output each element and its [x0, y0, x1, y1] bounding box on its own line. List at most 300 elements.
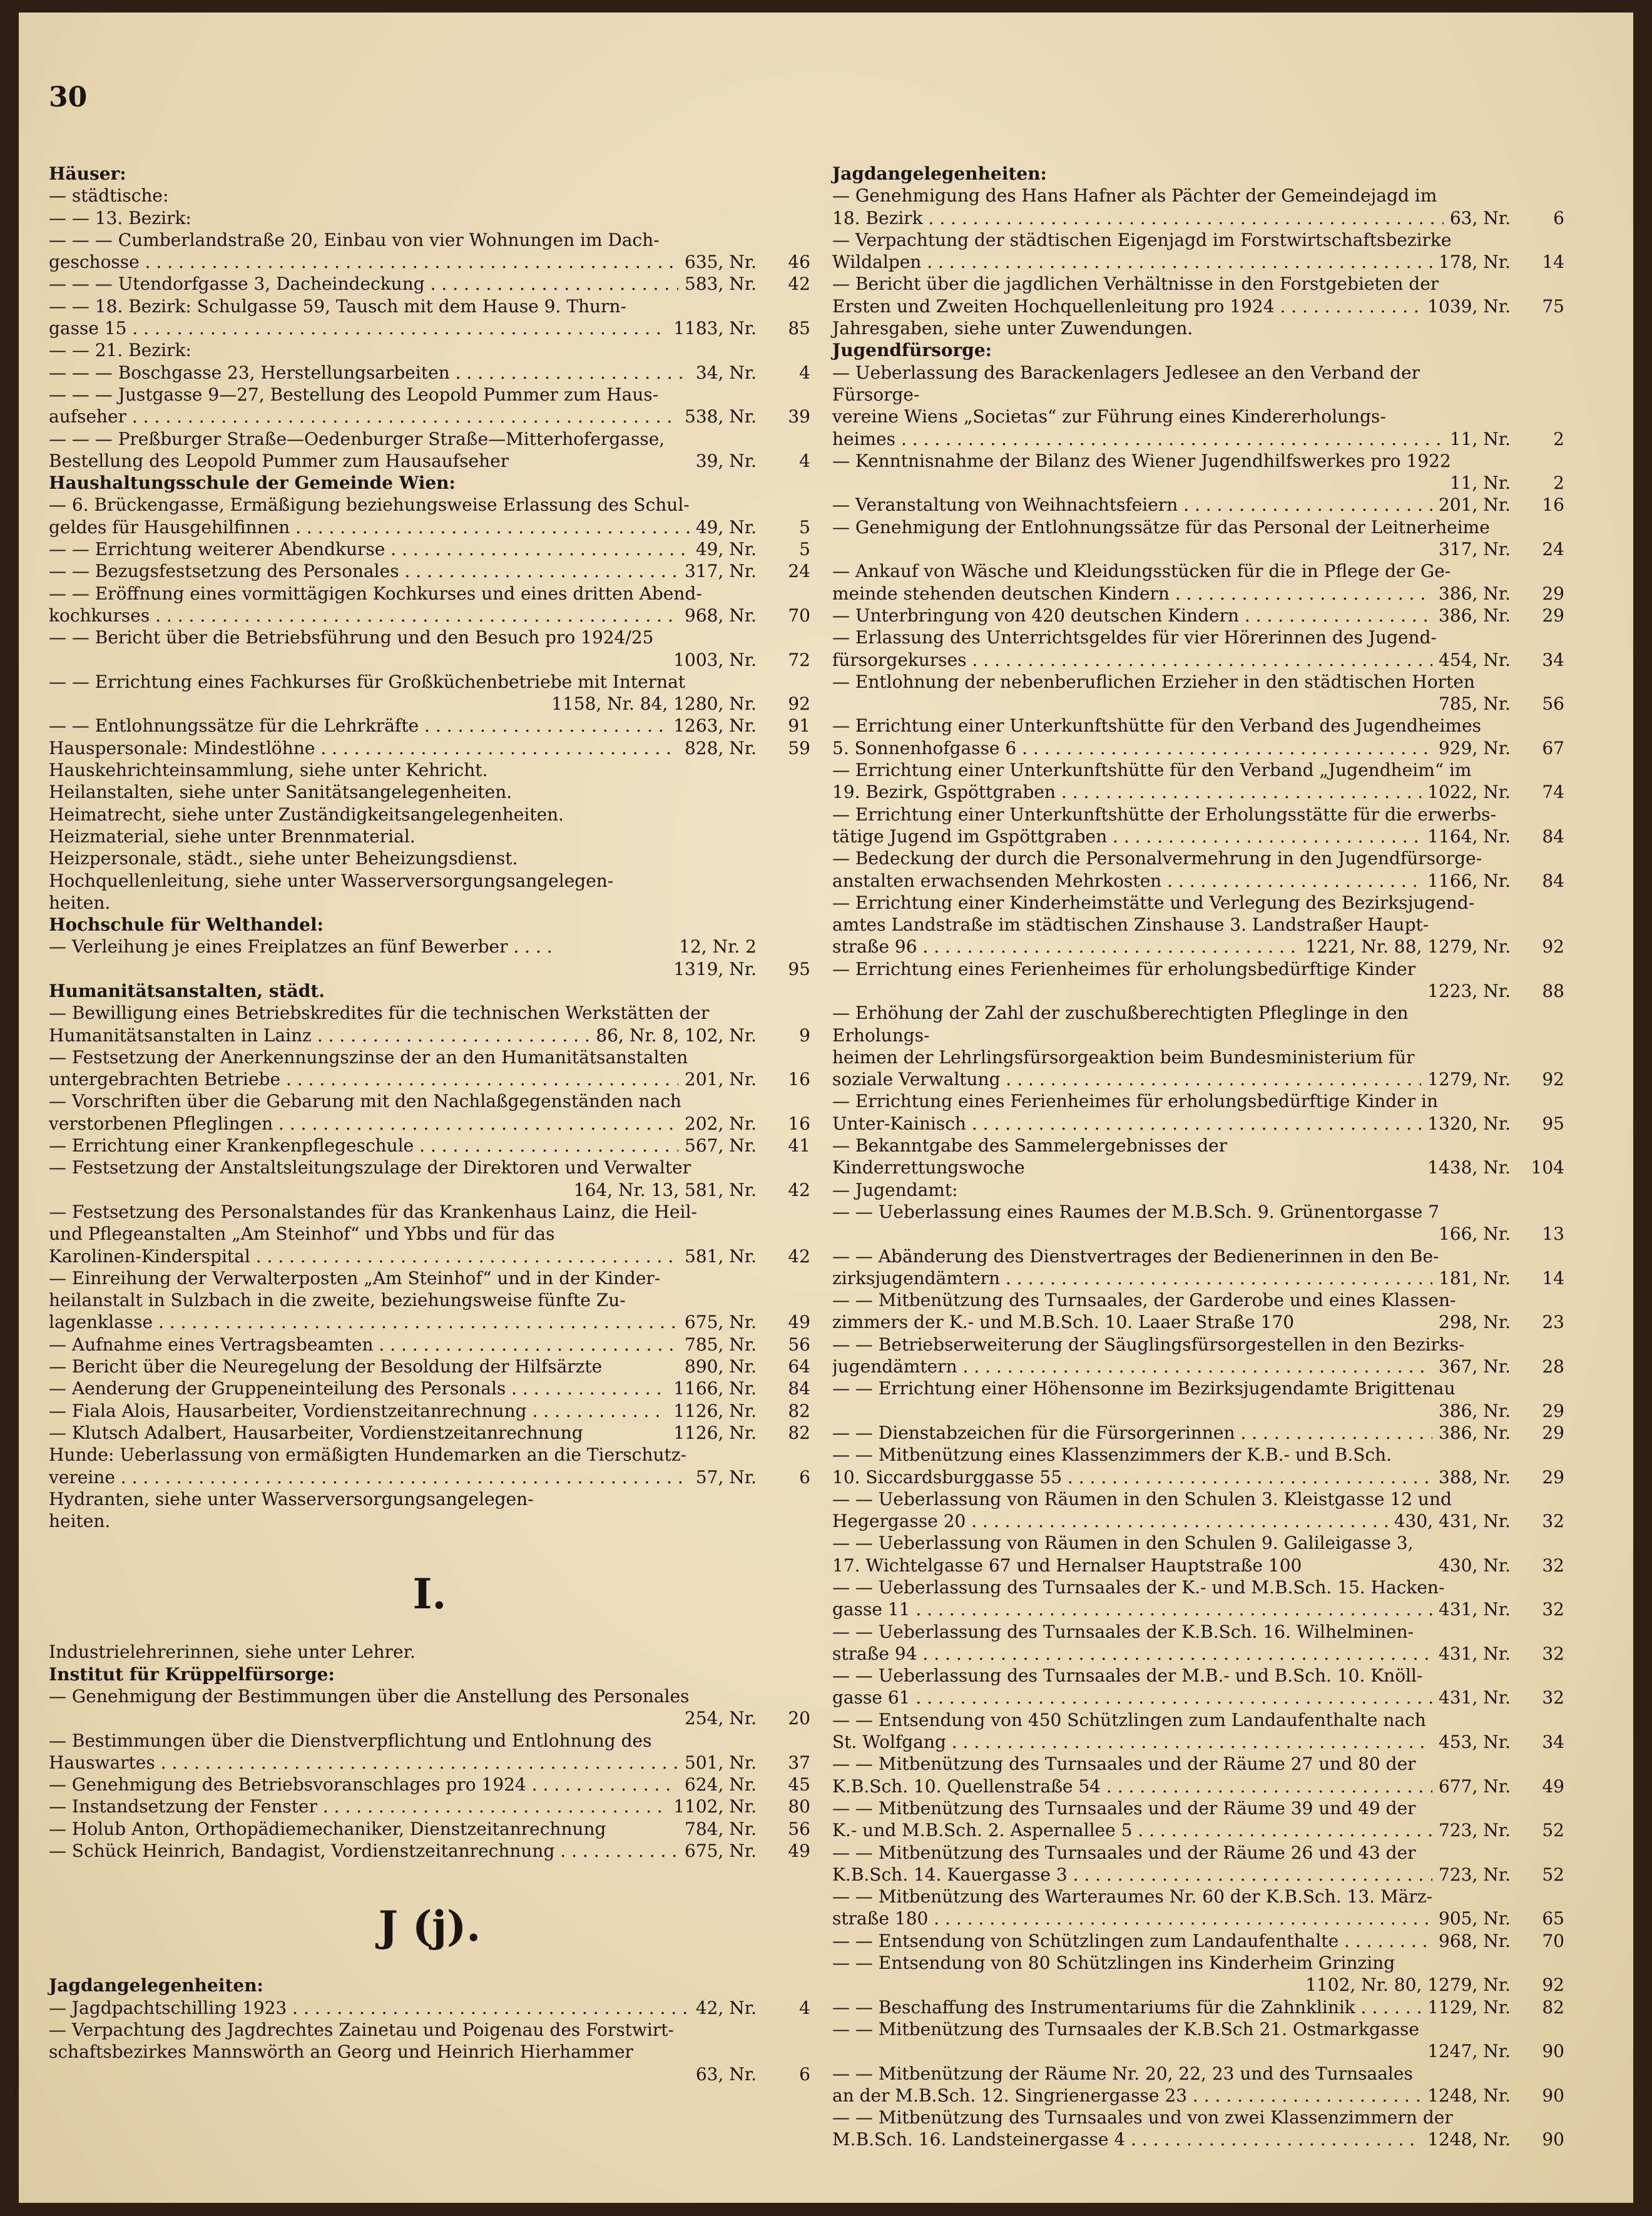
- entry-reference: 254, Nr.: [685, 1708, 757, 1729]
- entry-reference: 11, Nr.: [1449, 472, 1511, 494]
- entry-reference: 201, Nr.: [685, 1069, 757, 1090]
- entry-page-number: 82: [1542, 1996, 1564, 2018]
- index-entry: [832, 1090, 1564, 1112]
- index-entry: [49, 2063, 810, 2085]
- dot-leader: [312, 1025, 589, 1046]
- dot-leader: [1338, 1931, 1432, 1951]
- entry-text: — Festsetzung der Anstaltsleitungszulage der Direktoren und Verwalter: [49, 1157, 691, 1178]
- index-list-i: [49, 1641, 810, 1862]
- index-entry: [832, 1002, 1564, 1046]
- entry-reference: 1248, Nr.: [1427, 2129, 1511, 2150]
- entry-text: Jagdangelegenheiten:: [832, 163, 1047, 184]
- index-entry: [49, 1046, 810, 1068]
- entry-reference: 49, Nr.: [695, 539, 757, 560]
- entry-page-number: 90: [1542, 2129, 1564, 2150]
- dot-leader: [1187, 2085, 1421, 2106]
- dot-leader: [921, 252, 1432, 272]
- index-entry: [832, 1311, 1564, 1333]
- entry-page-number: 24: [1542, 539, 1564, 560]
- index-entry: [832, 1974, 1564, 1996]
- entry-text: — — Betriebserweiterung der Säuglingsfürsorgestellen in den Bezirks-: [832, 1334, 1465, 1355]
- index-entry: [49, 649, 810, 671]
- entry-text: — Aenderung der Gruppeneinteilung des Personals . . .: [49, 1377, 667, 1399]
- entry-text: — — Mitbenützung des Turnsaales der K.B.Sch 21. Ostmarkgasse: [832, 2018, 1419, 2040]
- entry-page-number: 70: [788, 605, 810, 626]
- index-entry: [49, 1245, 810, 1267]
- entry-reference: 1126, Nr.: [673, 1422, 757, 1443]
- entry-text: Karolinen-Kinderspital . . .: [49, 1245, 678, 1267]
- dot-leader: [966, 1511, 1387, 1531]
- index-entry: [49, 1113, 810, 1135]
- entry-text: geldes für Hausgehilfinnen . . .: [49, 516, 690, 538]
- index-entry: [49, 1997, 810, 2019]
- entry-reference: 828, Nr.: [685, 737, 757, 758]
- dot-leader: [1275, 296, 1422, 317]
- index-entry: [49, 1795, 810, 1817]
- entry-reference: 784, Nr.: [685, 1818, 757, 1839]
- entry-text: — Klutsch Adalbert, Hausarbeiter, Vordienstzeitanrechnung: [49, 1422, 583, 1443]
- entry-text: Wildalpen . . .: [832, 251, 1432, 273]
- index-entry: [49, 229, 810, 251]
- entry-text: — — Mitbenützung des Turnsaales und von zwei Klassenzimmern der: [832, 2107, 1453, 2128]
- index-entry: [49, 1157, 810, 1178]
- entry-text: — — Ueberlassung von Räumen in den Schulen 3. Kleistgasse 12 und: [832, 1488, 1452, 1509]
- entry-text: Hochquellenleitung, siehe unter Wasserversorgungsangelegen-: [49, 870, 614, 891]
- entry-text: — — Ueberlassung von Räumen in den Schulen 9. Galileigasse 3,: [832, 1533, 1414, 1554]
- index-entry: [832, 317, 1564, 339]
- entry-reference: 39, Nr.: [695, 450, 757, 471]
- entry-text: verstorbenen Pfleglingen . . .: [49, 1113, 678, 1135]
- index-entry: [49, 1707, 810, 1729]
- dot-leader: [917, 936, 1300, 957]
- index-entry: [49, 1223, 810, 1245]
- entry-text: — Fiala Alois, Hausarbeiter, Vordienstzeitanrechnung . . .: [49, 1400, 667, 1422]
- entry-text: — Unterbringung von 420 deutschen Kindern . . .: [832, 605, 1432, 626]
- entry-text: — Ueberlassung des Barackenlagers Jedlesee an den Verband der Fürsorge-: [832, 362, 1420, 405]
- index-entry: [49, 605, 810, 626]
- entry-text: Ersten und Zweiten Hochquellenleitung pro 1924 . . .: [832, 295, 1421, 317]
- entry-text: 10. Siccardsburggasse 55 . . .: [832, 1466, 1432, 1488]
- entry-text: meinde stehenden deutschen Kindern . . .: [832, 583, 1432, 605]
- entry-text: — — Entlohnungssätze für die Lehrkräfte . . .: [49, 715, 667, 737]
- entry-reference: 386, Nr.: [1439, 583, 1511, 604]
- entry-text: — — Errichtung weiterer Abendkurse . . .: [49, 538, 690, 560]
- entry-text: — Holub Anton, Orthopädiemechaniker, Dienstzeitanrechnung: [49, 1818, 606, 1839]
- dot-leader: [1068, 1864, 1432, 1885]
- entry-page-number: 2: [1553, 428, 1564, 449]
- index-entry: [832, 1400, 1564, 1422]
- entry-text: — Ankauf von Wäsche und Kleidungsstücken für die in Pflege der Ge-: [832, 561, 1451, 582]
- entry-text: Hauskehrichteinsammlung, siehe unter Kehricht.: [49, 760, 488, 781]
- entry-reference: 201, Nr.: [1439, 494, 1511, 516]
- index-entry: [49, 1818, 810, 1840]
- entry-text: — — Errichtung einer Höhensonne im Bezirksjugendamte Brigittenau: [832, 1378, 1456, 1399]
- entry-page-number: 9: [799, 1024, 810, 1046]
- dot-leader: [895, 429, 1444, 449]
- index-entry: [49, 980, 810, 1002]
- index-entry: [832, 273, 1564, 295]
- dot-leader: [967, 650, 1432, 670]
- index-entry: [832, 781, 1564, 803]
- index-entry: [49, 1377, 810, 1399]
- entry-reference: 166, Nr.: [1439, 1223, 1511, 1245]
- entry-page-number: 92: [788, 693, 810, 715]
- entry-text: — — Errichtung eines Fachkurses für Großküchenbetriebe mit Internat: [49, 671, 686, 692]
- entry-reference: 42, Nr.: [695, 1997, 757, 2018]
- entry-reference: 1003, Nr.: [673, 649, 757, 670]
- index-entry: [49, 1685, 810, 1707]
- index-entry: [49, 825, 810, 847]
- entry-text: — — — Preßburger Straße—Oedenburger Straße—Mitterhofergasse,: [49, 428, 665, 449]
- entry-reference: 1319, Nr.: [673, 958, 757, 979]
- index-entry: [49, 207, 810, 229]
- index-entry: [49, 384, 810, 406]
- dot-leader: [1001, 1069, 1422, 1090]
- entry-page-number: 6: [799, 2063, 810, 2085]
- entry-page-number: 39: [788, 406, 810, 427]
- index-entry: [832, 1996, 1564, 2018]
- entry-text: vereine . . .: [49, 1466, 690, 1488]
- entry-page-number: 42: [788, 1245, 810, 1267]
- entry-reference: 431, Nr.: [1439, 1687, 1511, 1708]
- entry-page-number: 20: [788, 1708, 810, 1729]
- entry-reference: 723, Nr.: [1439, 1864, 1511, 1885]
- entry-text: gasse 61 . . .: [832, 1687, 1432, 1708]
- entry-page-number: 56: [1542, 693, 1564, 715]
- index-entry: [49, 870, 810, 892]
- entry-reference: 1223, Nr.: [1427, 980, 1511, 1001]
- entry-text: gasse 15 . . .: [49, 317, 667, 339]
- entry-text: Hochschule für Welthandel:: [49, 914, 324, 936]
- entry-reference: 454, Nr.: [1439, 649, 1511, 670]
- index-entry: [49, 339, 810, 361]
- index-entry: [832, 1135, 1564, 1179]
- dot-leader: [1107, 826, 1421, 847]
- entry-text: — — 13. Bezirk:: [49, 207, 191, 228]
- dot-leader: [1056, 782, 1421, 802]
- section-letter-j: J (j).: [378, 1902, 481, 1951]
- index-entry: [832, 560, 1564, 582]
- entry-text: Heizmaterial, siehe unter Brennmaterial.: [49, 825, 416, 847]
- entry-text: Heilanstalten, siehe unter Sanitätsangelegenheiten.: [49, 782, 512, 803]
- index-entry: [49, 1267, 810, 1289]
- entry-page-number: 104: [1531, 1157, 1564, 1178]
- entry-reference: 785, Nr.: [1439, 693, 1511, 715]
- dot-leader: [506, 1378, 667, 1399]
- index-entry: [832, 847, 1564, 869]
- index-entry: [49, 1730, 810, 1752]
- index-entry: [49, 1179, 810, 1201]
- entry-text: K.- und M.B.Sch. 2. Aspernallee 5 . . .: [832, 1819, 1432, 1841]
- entry-reference: 181, Nr.: [1439, 1267, 1511, 1289]
- index-entry: [49, 626, 810, 648]
- entry-text: — Genehmigung der Entlohnungssätze für das Personal der Leitnerheime: [832, 516, 1490, 538]
- index-entry: [832, 825, 1564, 847]
- index-entry: [49, 1752, 810, 1774]
- entry-reference: 583, Nr.: [685, 273, 757, 295]
- index-entry: [832, 936, 1564, 957]
- entry-text: — Schück Heinrich, Bandagist, Vordienstzeitanrechnung . . .: [49, 1840, 678, 1862]
- index-entry: [832, 1731, 1564, 1753]
- entry-reference: 1022, Nr.: [1427, 782, 1511, 803]
- entry-text: Häuser:: [49, 163, 126, 184]
- entry-text: tätige Jugend im Gspöttgraben . . .: [832, 825, 1421, 847]
- entry-text: — Festsetzung der Anerkennungszinse der an den Humanitätsanstalten: [49, 1046, 688, 1068]
- entry-text: — Jagdpachtschilling 1923 . . .: [49, 1997, 690, 2019]
- entry-text: — Einreihung der Verwalterposten „Am Steinhof“ und in der Kinder-: [49, 1267, 661, 1289]
- entry-reference: 581, Nr.: [685, 1245, 757, 1267]
- entry-text: Unter-Kainisch . . .: [832, 1113, 1421, 1135]
- entry-page-number: 65: [1542, 1908, 1564, 1929]
- index-list-j: [49, 1974, 810, 2085]
- entry-reference: 1279, Nr.: [1427, 1069, 1511, 1090]
- index-entry: [832, 1576, 1564, 1598]
- entry-reference: 86, Nr. 8, 102, Nr.: [596, 1024, 757, 1046]
- entry-reference: 63, Nr.: [1449, 207, 1511, 228]
- entry-reference: 430, 431, Nr.: [1394, 1511, 1511, 1532]
- entry-page-number: 80: [788, 1796, 810, 1817]
- index-entry: [832, 1532, 1564, 1554]
- index-entry: [832, 870, 1564, 892]
- index-entry: [49, 847, 810, 869]
- entry-reference: 1438, Nr.: [1427, 1157, 1511, 1178]
- entry-reference: 367, Nr.: [1439, 1356, 1511, 1377]
- entry-reference: 675, Nr.: [685, 1841, 757, 1862]
- entry-page-number: 16: [788, 1069, 810, 1090]
- dot-leader: [450, 362, 690, 383]
- entry-text: — Bericht über die Neuregelung der Besoldung der Hilfsärzte: [49, 1356, 603, 1377]
- entry-text: K.B.Sch. 14. Kauergasse 3 . . .: [832, 1864, 1432, 1886]
- entry-text: straße 94 . . .: [832, 1643, 1432, 1665]
- entry-page-number: 28: [1542, 1356, 1564, 1377]
- entry-text: — 6. Brückengasse, Ermäßigung beziehungsweise Erlassung des Schul-: [49, 494, 690, 516]
- entry-page-number: 42: [788, 1179, 810, 1200]
- dot-leader: [1016, 738, 1432, 758]
- index-entry: [49, 450, 810, 472]
- entry-text: Jagdangelegenheiten:: [49, 1975, 263, 1996]
- dot-leader: [966, 1113, 1421, 1134]
- dot-leader: [910, 1687, 1432, 1708]
- index-entry: [832, 583, 1564, 605]
- entry-text: — — — Utendorfgasse 3, Dacheindeckung . . .: [49, 273, 678, 295]
- entry-text: vereine Wiens „Societas“ zur Führung eines Kindererholungs-: [832, 406, 1386, 427]
- entry-page-number: 37: [788, 1752, 810, 1773]
- entry-reference: 1129, Nr.: [1427, 1996, 1511, 2018]
- dot-leader: [140, 252, 678, 272]
- entry-reference: 34, Nr.: [695, 362, 757, 383]
- entry-text: — Bericht über die jagdlichen Verhältnisse in den Forstgebieten der: [832, 273, 1439, 295]
- index-entry: [832, 1643, 1564, 1665]
- entry-text: aufseher . . .: [49, 406, 678, 427]
- entry-reference: 1102, Nr.: [673, 1796, 757, 1817]
- entry-text: fürsorgekurses . . .: [832, 649, 1432, 671]
- entry-page-number: 92: [1542, 1974, 1564, 1996]
- index-entry: [832, 1488, 1564, 1510]
- entry-text: — Erhöhung der Zahl der zuschußberechtigten Pfleglinge in den Erholungs-: [832, 1003, 1409, 1046]
- entry-page-number: 29: [1542, 1466, 1564, 1488]
- section-letter-i: I.: [412, 1570, 447, 1619]
- dot-leader: [250, 1246, 678, 1267]
- document-page: [19, 13, 1633, 2203]
- entry-page-number: 59: [788, 737, 810, 758]
- index-entry: [832, 1267, 1564, 1289]
- entry-page-number: 49: [1542, 1775, 1564, 1797]
- entry-text: — — Beschaffung des Instrumentariums für die Zahnklinik . . .: [832, 1996, 1421, 2018]
- index-entry: [832, 362, 1564, 406]
- entry-text: an der M.B.Sch. 12. Singrienergasse 23 . . .: [832, 2085, 1421, 2106]
- entry-text: Hunde: Ueberlassung von ermäßigten Hundemarken an die Tierschutz-: [49, 1444, 687, 1466]
- entry-text: K.B.Sch. 10. Quellenstraße 54 . . .: [832, 1775, 1432, 1797]
- entry-text: 17. Wichtelgasse 67 und Hernalser Hauptstraße 100: [832, 1555, 1302, 1576]
- entry-reference: 430, Nr.: [1439, 1555, 1511, 1576]
- index-entry: [832, 2106, 1564, 2128]
- dot-leader: [946, 1732, 1432, 1752]
- dot-leader: [1125, 2129, 1421, 2150]
- entry-text: — — 21. Bezirk:: [49, 340, 191, 361]
- entry-text: — — Ueberlassung eines Raumes der M.B.Sch. 9. Grünentorgasse 7: [832, 1201, 1440, 1222]
- entry-text: Heimatrecht, siehe unter Zuständigkeitsangelegenheiten.: [49, 804, 564, 825]
- entry-text: — Bedeckung der durch die Personalvermehrung in den Jugendfürsorge-: [832, 848, 1482, 869]
- index-entry: [49, 671, 810, 693]
- entry-reference: 298, Nr.: [1439, 1312, 1511, 1333]
- entry-text: Jahresgaben, siehe unter Zuwendungen.: [832, 318, 1193, 339]
- dot-leader: [1178, 494, 1432, 515]
- entry-page-number: 91: [788, 715, 810, 737]
- index-entry: [832, 1466, 1564, 1488]
- entry-text: geschosse . . .: [49, 251, 678, 273]
- index-entry: [49, 516, 810, 538]
- index-entry: [832, 1930, 1564, 1952]
- entry-text: — — Mitbenützung des Turnsaales und der Räume 26 und 43 der: [832, 1842, 1416, 1863]
- entry-text: heimes . . .: [832, 428, 1444, 450]
- entry-page-number: 16: [788, 1113, 810, 1134]
- entry-page-number: 74: [1542, 782, 1564, 803]
- dot-leader: [315, 738, 678, 758]
- index-entry: [49, 1024, 810, 1046]
- dot-leader: [150, 605, 678, 626]
- entry-text: — städtische:: [49, 185, 169, 207]
- entry-page-number: 92: [1542, 1069, 1564, 1090]
- entry-page-number: 6: [1553, 207, 1564, 228]
- entry-text: M.B.Sch. 16. Landsteinergasse 4 . . .: [832, 2128, 1421, 2150]
- index-entry: [832, 649, 1564, 671]
- index-entry: [49, 1466, 810, 1488]
- index-entry: [49, 538, 810, 560]
- entry-text: — Entlohnung der nebenberuflichen Erzieher in den städtischen Horten: [832, 671, 1475, 692]
- index-entry: [832, 163, 1564, 185]
- dot-leader: [126, 318, 667, 339]
- index-entry: [49, 914, 810, 936]
- entry-page-number: 84: [788, 1378, 810, 1399]
- index-entry: [832, 1444, 1564, 1466]
- entry-reference: 968, Nr.: [1439, 1930, 1511, 1951]
- entry-reference: 929, Nr.: [1439, 737, 1511, 758]
- index-entry: [832, 1907, 1564, 1929]
- entry-text: — — Mitbenützung der Räume Nr. 20, 22, 23 und des Turnsaales: [832, 2063, 1413, 2084]
- index-entry: [49, 1774, 810, 1795]
- index-entry: [832, 1223, 1564, 1245]
- index-entry: [832, 1864, 1564, 1886]
- entry-text: gasse 11 . . .: [832, 1598, 1432, 1620]
- entry-text: — Festsetzung des Personalstandes für das Krankenhaus Lainz, die Heil-: [49, 1201, 697, 1222]
- entry-text: 18. Bezirk . . .: [832, 207, 1444, 229]
- entry-reference: 431, Nr.: [1439, 1599, 1511, 1620]
- index-entry: [832, 516, 1564, 538]
- dot-leader: [1000, 1268, 1432, 1289]
- entry-reference: 388, Nr.: [1439, 1466, 1511, 1488]
- entry-page-number: 32: [1542, 1511, 1564, 1532]
- dot-leader: [1062, 1467, 1432, 1488]
- index-entry: [49, 1422, 810, 1444]
- index-entry: [832, 295, 1564, 317]
- entry-reference: 202, Nr.: [685, 1113, 757, 1134]
- dot-leader: [155, 1752, 678, 1773]
- entry-reference: 1263, Nr.: [673, 715, 757, 737]
- index-entry: [49, 1488, 810, 1510]
- entry-reference: 1039, Nr.: [1427, 295, 1511, 317]
- entry-text: amtes Landstraße im städtischen Zinshause 3. Landstraßer Haupt-: [832, 914, 1429, 936]
- dot-leader: [1101, 1776, 1432, 1797]
- index-entry: [49, 1444, 810, 1466]
- dot-leader: [399, 561, 678, 581]
- entry-text: — Errichtung einer Unterkunftshütte für den Verband „Jugendheim“ im: [832, 760, 1472, 781]
- entry-reference: 49, Nr.: [695, 516, 757, 538]
- index-entry: [832, 737, 1564, 759]
- index-entry: [832, 1068, 1564, 1090]
- index-entry: [49, 1974, 810, 1996]
- entry-page-number: 75: [1542, 295, 1564, 317]
- entry-reference: 1166, Nr.: [1427, 870, 1511, 891]
- entry-page-number: 32: [1542, 1599, 1564, 1620]
- entry-text: zirksjugendämtern . . .: [832, 1267, 1432, 1289]
- entry-reference: 538, Nr.: [685, 406, 757, 427]
- entry-page-number: 24: [788, 561, 810, 582]
- entry-reference: 1221, Nr. 88, 1279, Nr.: [1305, 936, 1511, 957]
- entry-page-number: 29: [1542, 605, 1564, 626]
- entry-page-number: 29: [1542, 1422, 1564, 1443]
- entry-text: — Genehmigung des Hans Hafner als Pächter der Gemeindejagd im: [832, 185, 1437, 207]
- entry-page-number: 56: [788, 1818, 810, 1839]
- index-entry: [832, 693, 1564, 715]
- entry-text: — — Mitbenützung eines Klassenzimmers der K.B.- und B.Sch.: [832, 1444, 1392, 1466]
- entry-text: soziale Verwaltung . . .: [832, 1068, 1421, 1090]
- entry-reference: 57, Nr.: [695, 1466, 757, 1488]
- index-entry: [832, 428, 1564, 450]
- index-entry: [832, 1775, 1564, 1797]
- entry-text: jugendämtern . . .: [832, 1356, 1432, 1377]
- index-entry: [49, 273, 810, 295]
- entry-page-number: 32: [1542, 1555, 1564, 1576]
- entry-text: — — Mitbenützung des Turnsaales, der Garderobe und eines Klassen-: [832, 1290, 1456, 1311]
- right-column: [832, 163, 1564, 2151]
- entry-text: Hydranten, siehe unter Wasserversorgungsangelegen-: [49, 1488, 534, 1509]
- dot-leader: [1132, 1820, 1432, 1841]
- dot-leader: [923, 208, 1444, 228]
- entry-page-number: 82: [788, 1400, 810, 1421]
- entry-reference: 317, Nr.: [1439, 539, 1511, 560]
- entry-text: — — Entsendung von 80 Schützlingen ins Kinderheim Grinzing: [832, 1953, 1395, 1974]
- entry-page-number: 56: [788, 1334, 810, 1355]
- entry-text: — Genehmigung des Betriebsvoranschlages pro 1924 . . .: [49, 1774, 678, 1795]
- entry-reference: 63, Nr.: [695, 2063, 757, 2085]
- entry-text: — — Eröffnung eines vormittägigen Kochkurses und eines dritten Abend-: [49, 583, 702, 604]
- index-entry: [49, 406, 810, 427]
- index-entry: [49, 362, 810, 384]
- entry-text: 19. Bezirk, Gspöttgraben . . .: [832, 781, 1421, 803]
- entry-page-number: 34: [1542, 649, 1564, 670]
- dot-leader: [290, 517, 690, 538]
- index-list-h: [49, 163, 810, 1532]
